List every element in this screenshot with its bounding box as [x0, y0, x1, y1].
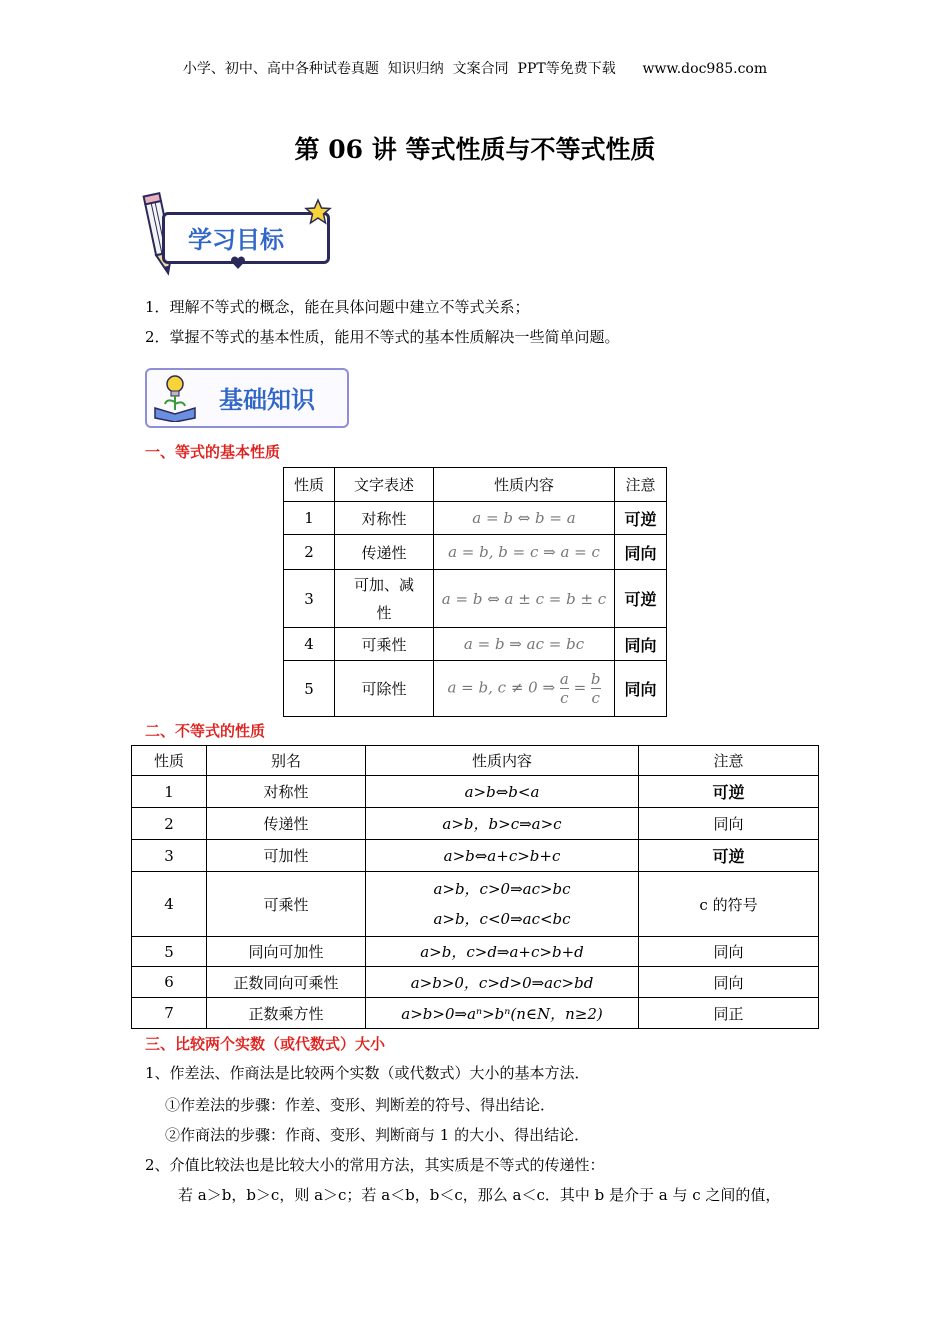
equals-sign: =: [573, 678, 587, 697]
fraction-b-over-c: [591, 670, 601, 707]
row-content: a = b, b = c ⇒ a = c: [434, 535, 615, 570]
learning-goals-banner: [140, 190, 340, 280]
row-name: 可乘性: [207, 872, 366, 937]
row-content: a = b ⇒ ac = bc: [434, 628, 615, 661]
row-number: 2: [132, 808, 207, 840]
row-name: 正数同向可乘性: [207, 967, 366, 998]
table-row: [284, 570, 667, 628]
page-title: 第 06 讲 等式性质与不等式性质: [294, 135, 656, 164]
table-row: [132, 937, 819, 967]
row-note: 同向: [615, 535, 667, 570]
book-lightbulb-icon: [151, 372, 199, 422]
row-content: a = b ⇔ a ± c = b ± c: [434, 570, 615, 628]
row-content: a>b>0，c>d>0⇒ac>bd: [366, 967, 639, 998]
table2-header: 性质内容: [366, 746, 639, 776]
row-name: 可除性: [335, 661, 434, 717]
learning-goals-heading: 学习目标: [188, 226, 284, 254]
table-row: [132, 840, 819, 872]
row-content: a>b⇔a+c>b+c: [366, 840, 639, 872]
row-content: [434, 661, 615, 717]
row-content: a>b，b>c⇒a>c: [366, 808, 639, 840]
section-1-heading: 一、等式的基本性质: [145, 443, 281, 461]
fraction-denominator: c: [591, 689, 600, 707]
row-number: 5: [132, 937, 207, 967]
row-number: 2: [284, 535, 335, 570]
paragraph-2: 2、介值比较法也是比较大小的常用方法，其实质是不等式的传递性：: [145, 1156, 605, 1174]
table2-header: 性质: [132, 746, 207, 776]
row-number: 1: [132, 776, 207, 808]
row-name: 同向可加性: [207, 937, 366, 967]
fraction-a-over-c: [560, 670, 569, 707]
row-name: 传递性: [335, 535, 434, 570]
table1-header: 性质内容: [434, 468, 615, 502]
row-note: 同向: [639, 808, 819, 840]
table1-header: 性质: [284, 468, 335, 502]
row-note: 可逆: [639, 840, 819, 872]
page-header: 小学、初中、高中各种试卷真题 知识归纳 文案合同 PPT等免费下载 www.doc985.com: [182, 61, 768, 77]
row-content: a>b⇔b<a: [366, 776, 639, 808]
table2-header: 别名: [207, 746, 366, 776]
paragraph-quotient-method: ②作商法的步骤：作商、变形、判断商与 1 的大小、得出结论．: [165, 1126, 590, 1144]
row-note: 同向: [639, 937, 819, 967]
row-note: 同向: [639, 967, 819, 998]
table-row: [284, 535, 667, 570]
section-3-heading: 三、比较两个实数（或代数式）大小: [145, 1035, 386, 1053]
row-name: 对称性: [335, 502, 434, 535]
row-name: 正数乘方性: [207, 998, 366, 1029]
row-number: 7: [132, 998, 207, 1029]
row-name: 可加性: [207, 840, 366, 872]
row-number: 5: [284, 661, 335, 717]
row-name: 传递性: [207, 808, 366, 840]
division-condition: a = b, c ≠ 0 ⇒: [447, 678, 556, 697]
star-icon: [304, 198, 332, 226]
equality-properties-table: [283, 467, 667, 717]
table-row: [132, 776, 819, 808]
row-number: 3: [284, 570, 335, 628]
row-note: 可逆: [615, 502, 667, 535]
row-note: 同正: [639, 998, 819, 1029]
row-content: [366, 872, 639, 937]
paragraph-intermediate-value: 若 a＞b，b＞c，则 a＞c；若 a＜b，b＜c，那么 a＜c．其中 b 是介于 a 与 c 之间的值，: [178, 1186, 781, 1204]
row-name: [335, 570, 434, 628]
row-note: 可逆: [639, 776, 819, 808]
table1-header: 文字表述: [335, 468, 434, 502]
row-number: 6: [132, 967, 207, 998]
row-number: 4: [132, 872, 207, 937]
row-content: a>b>0⇒aⁿ>bⁿ(n∈N，n≥2): [366, 998, 639, 1029]
heart-icon: [230, 256, 246, 270]
basic-knowledge-banner: [145, 368, 350, 428]
table-row: [132, 967, 819, 998]
row-number: 1: [284, 502, 335, 535]
inequality-properties-table: [131, 745, 819, 1029]
goal-line-2: 2．掌握不等式的基本性质，能用不等式的基本性质解决一些简单问题。: [145, 328, 620, 346]
goal-line-1: 1．理解不等式的概念，能在具体问题中建立不等式关系；: [145, 298, 530, 316]
table-row: [284, 628, 667, 661]
row-name-part: 性: [376, 603, 392, 622]
row-name: 对称性: [207, 776, 366, 808]
row-name-part: 可加、减: [353, 575, 414, 594]
section-2-heading: 二、不等式的性质: [145, 722, 266, 740]
table2-header: 注意: [639, 746, 819, 776]
table-row: [284, 502, 667, 535]
row-number: 3: [132, 840, 207, 872]
table-row: [132, 872, 819, 937]
fraction-numerator: b: [590, 670, 601, 688]
row-note: 同向: [615, 628, 667, 661]
paragraph-1: 1、作差法、作商法是比较两个实数（或代数式）大小的基本方法．: [145, 1064, 590, 1082]
row-note: 同向: [615, 661, 667, 717]
table1-header: 注意: [615, 468, 667, 502]
table-row: [132, 808, 819, 840]
paragraph-difference-method: ①作差法的步骤：作差、变形、判断差的符号、得出结论．: [165, 1096, 556, 1114]
content-line: a>b，c<0⇒ac<bc: [433, 910, 571, 928]
basic-knowledge-heading: 基础知识: [219, 386, 315, 414]
row-content: a = b ⇔ b = a: [434, 502, 615, 535]
row-name: 可乘性: [335, 628, 434, 661]
fraction-numerator: a: [559, 670, 569, 688]
row-content: a>b，c>d⇒a+c>b+d: [366, 937, 639, 967]
fraction-denominator: c: [560, 689, 569, 707]
table-row: [284, 661, 667, 717]
row-note: 可逆: [615, 570, 667, 628]
row-number: 4: [284, 628, 335, 661]
row-note: c 的符号: [639, 872, 819, 937]
content-line: a>b，c>0⇒ac>bc: [433, 880, 571, 898]
table-row: [132, 998, 819, 1029]
